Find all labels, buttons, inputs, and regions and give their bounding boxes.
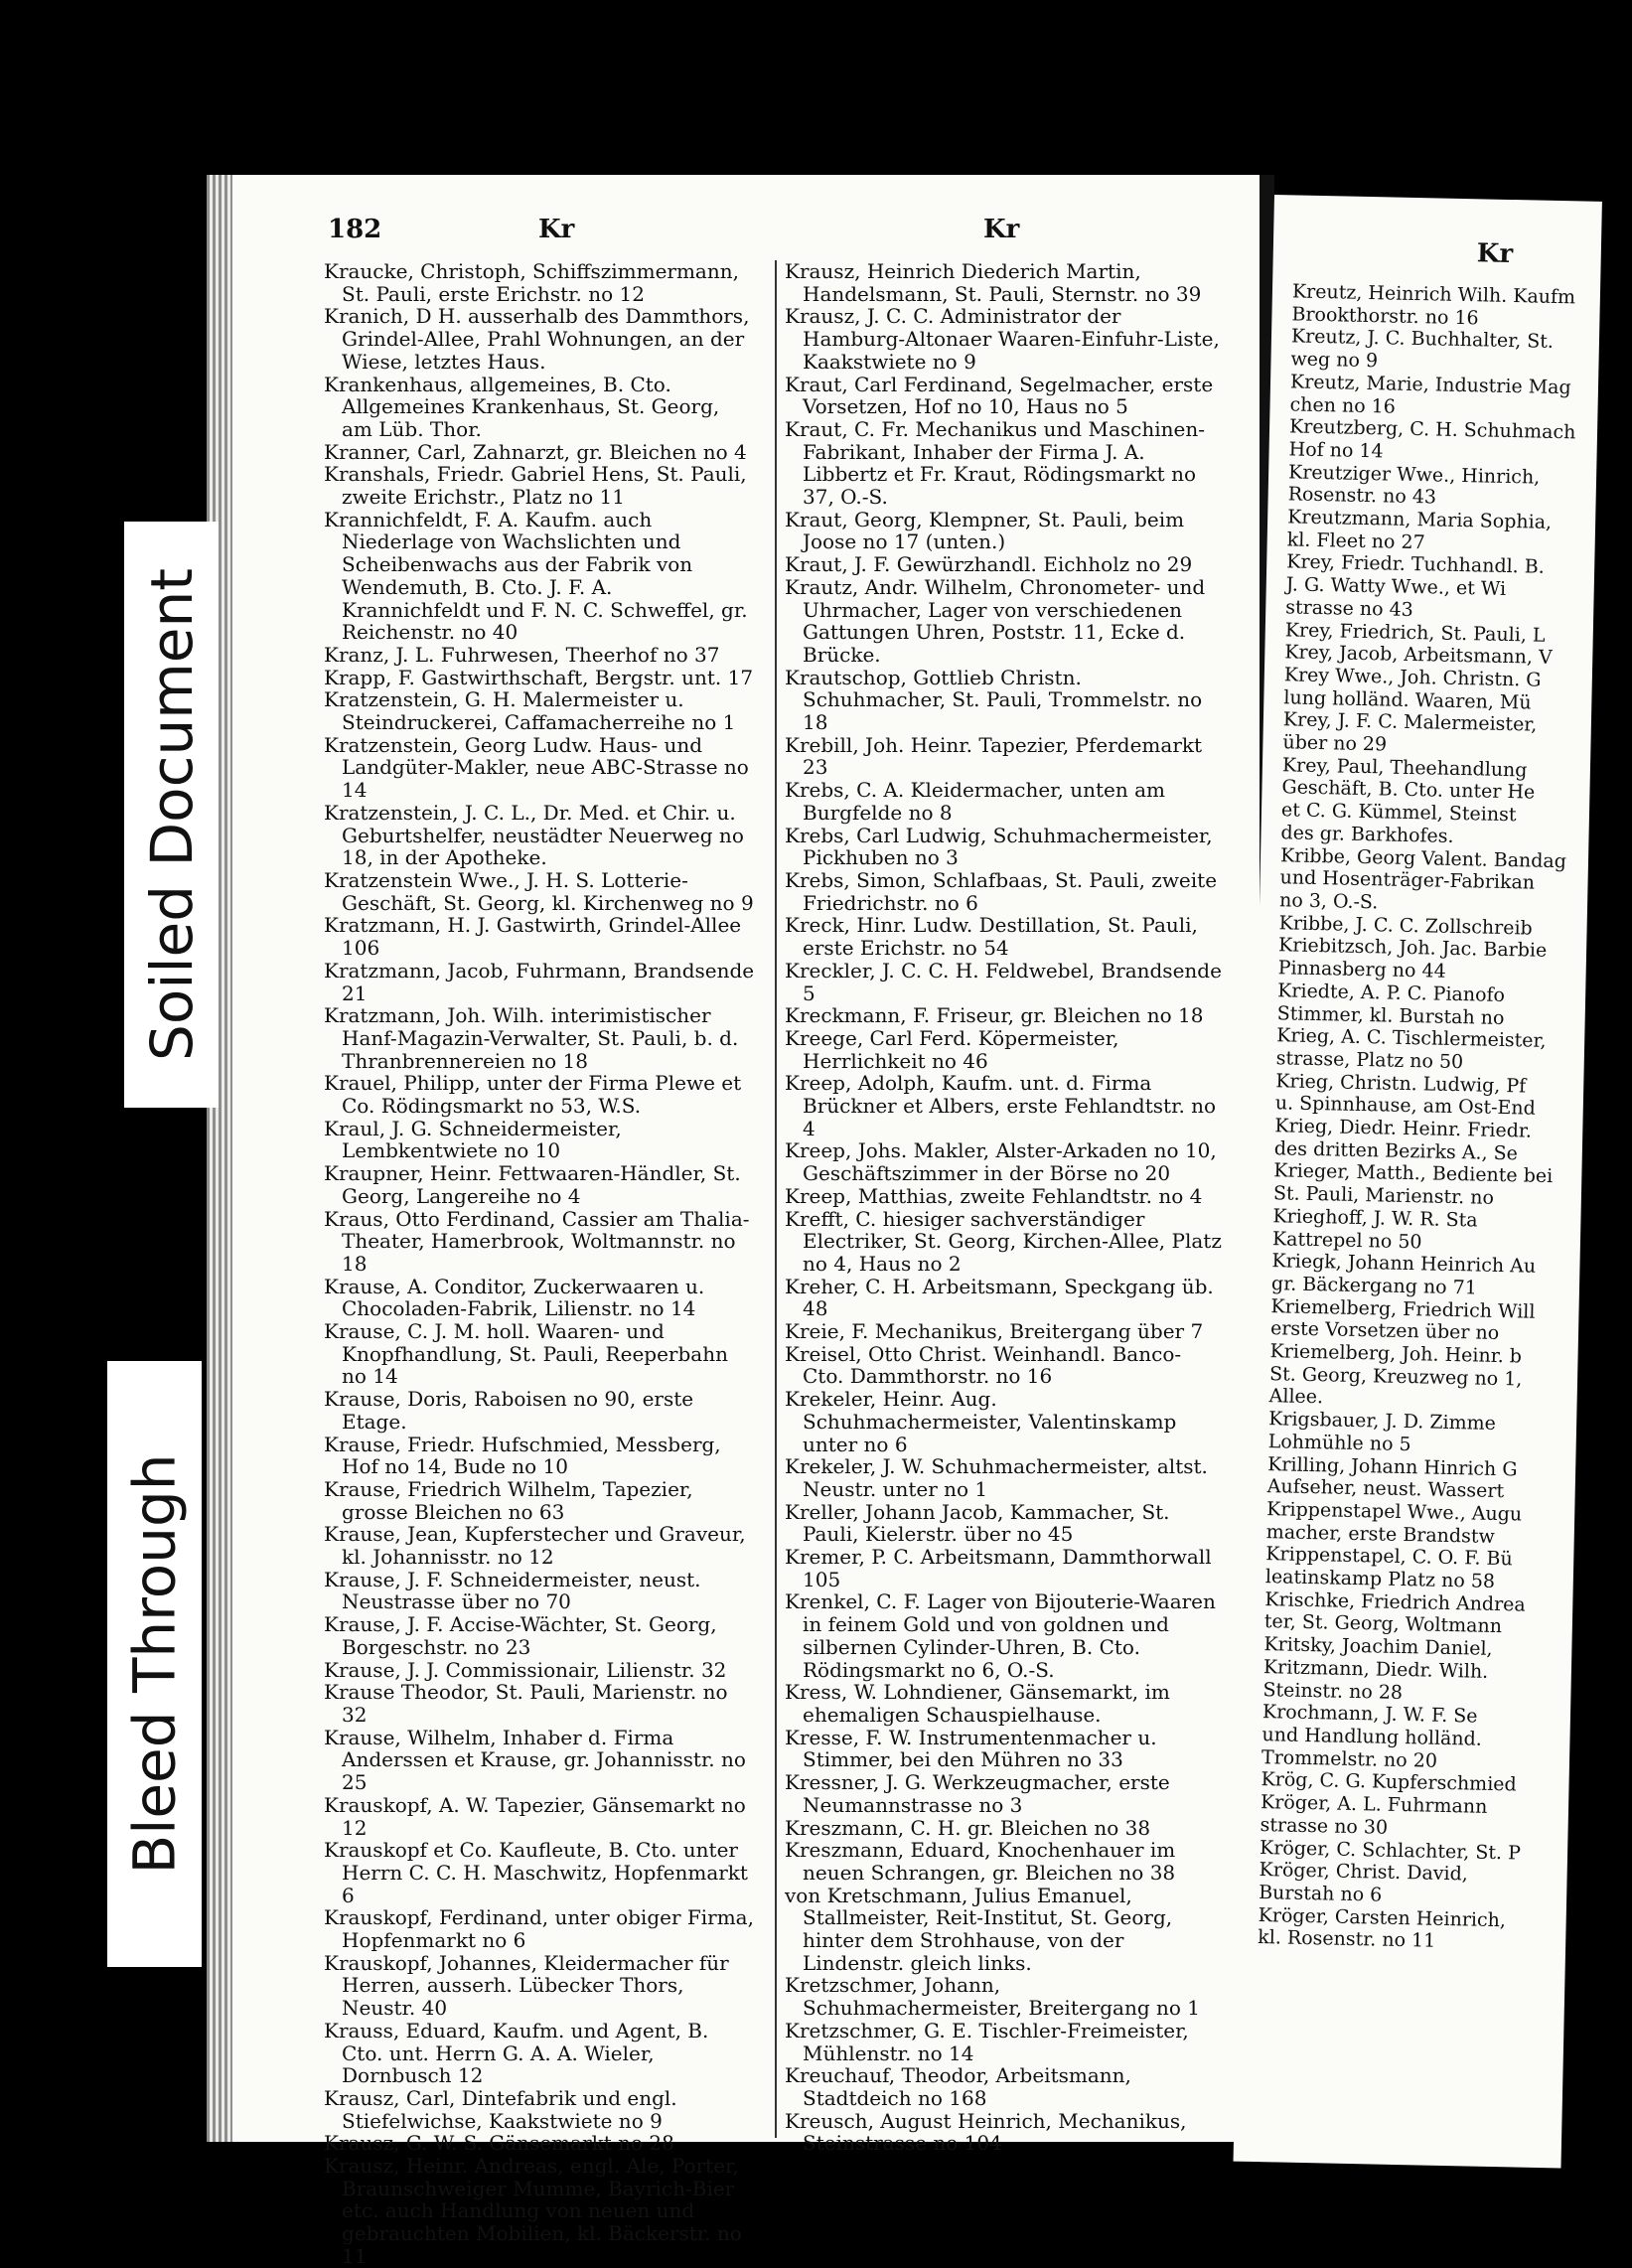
directory-entry: Krause, J. F. Schneidermeister, neust. Neustrasse über no 70 bbox=[324, 1567, 701, 1614]
directory-entry: Krey, Friedrich, St. Pauli, L bbox=[1284, 618, 1546, 647]
directory-entry: Kreszmann, Eduard, Knochenhauer im neuen Schrangen, gr. Bleichen no 38 bbox=[785, 1838, 1176, 1885]
page-number: 182 bbox=[328, 215, 382, 244]
directory-entry: des dritten Bezirks A., Se bbox=[1273, 1136, 1519, 1165]
directory-entry: Kreep, Adolph, Kaufm. unt. d. Firma Brückner et Albers, erste Fehlandtstr. no 4 bbox=[785, 1071, 1217, 1140]
directory-entry: Krauss, Eduard, Kaufm. und Agent, B. Cto. unt. Herrn G. A. A. Wieler, Dornbusch 12 bbox=[324, 2018, 709, 2088]
directory-entry: Krause, Friedr. Hufschmied, Messberg, Hof no 14, Bude no 10 bbox=[324, 1432, 721, 1479]
directory-entry: Krause, Friedrich Wilhelm, Tapezier, grosse Bleichen no 63 bbox=[324, 1476, 693, 1524]
directory-entry: Kreusch, August Heinrich, Mechanikus, Steinstrasse no 104 bbox=[785, 2108, 1187, 2156]
directory-entry: chen no 16 bbox=[1289, 392, 1397, 418]
column-divider bbox=[775, 260, 777, 2138]
directory-entry: ter, St. Georg, Woltmann bbox=[1263, 1610, 1503, 1638]
directory-entry: Krippenstapel, C. O. F. Bü bbox=[1265, 1543, 1513, 1571]
directory-entry: Kattrepel no 50 bbox=[1271, 1227, 1422, 1253]
directory-entry: Kraut, C. Fr. Mechanikus und Maschinen-Fabrikant, Inhaber der Firma J. A. Libbertz et Fr. Kraut, Rödingsmarkt no 37, O.-S. bbox=[785, 416, 1205, 510]
directory-entry: Kriemelberg, Joh. Heinr. b bbox=[1269, 1340, 1523, 1368]
directory-entry: Krausz, Heinr. Andreas, engl. Ale, Porter, Braunschweiger Mumme, Bayrich-Bier etc. auch Handlung von neuen und gebrauchten Mobilien, kl. Bäckerstr. no 11 bbox=[324, 2154, 742, 2268]
directory-entry: Krause, C. J. M. holl. Waaren- und Knopfhandlung, St. Pauli, Reeperbahn no 14 bbox=[324, 1319, 728, 1389]
directory-entry: Kreutzmann, Maria Sophia, bbox=[1286, 506, 1553, 533]
directory-entry: Krausz, Carl, Dintefabrik und engl. Stiefelwichse, Kaakstwiete no 9 bbox=[324, 2085, 677, 2133]
directory-entry: Kraupner, Heinr. Fettwaaren-Händler, St. Georg, Langereihe no 4 bbox=[324, 1161, 741, 1208]
directory-entry: des gr. Barkhofes. bbox=[1280, 822, 1454, 847]
directory-entry: Krause, J. J. Commissionair, Lilienstr. 32 bbox=[324, 1657, 727, 1682]
directory-entry: Stimmer, kl. Burstah no bbox=[1276, 1001, 1505, 1029]
directory-entry: Krause, Doris, Raboisen no 90, erste Etage. bbox=[324, 1387, 694, 1434]
directory-entry: Kressner, J. G. Werkzeugmacher, erste Neumannstrasse no 3 bbox=[785, 1770, 1170, 1817]
bleed-through-label bbox=[107, 1361, 202, 1967]
directory-entry: Krey, Jacob, Arbeitsmann, V bbox=[1284, 641, 1553, 670]
directory-entry: Kriemelberg, Friedrich Will bbox=[1270, 1294, 1536, 1323]
directory-entry: Kreutz, Marie, Industrie Mag bbox=[1289, 371, 1571, 399]
directory-entry: Kröger, Carsten Heinrich, bbox=[1258, 1903, 1507, 1931]
directory-entry: Krause, Wilhelm, Inhaber d. Firma Anderssen et Krause, gr. Johannisstr. no 25 bbox=[324, 1725, 746, 1795]
directory-column-b bbox=[785, 260, 1222, 2155]
directory-entry: Burstah no 6 bbox=[1258, 1881, 1383, 1906]
directory-entry: Krauskopf et Co. Kaufleute, B. Cto. unter Herrn C. C. H. Maschwitz, Hopfenmarkt 6 bbox=[324, 1838, 748, 1907]
directory-entry: Krause, Jean, Kupferstecher und Graveur, kl. Johannisstr. no 12 bbox=[324, 1522, 746, 1570]
directory-entry: Krebs, Carl Ludwig, Schuhmachermeister, Pickhuben no 3 bbox=[785, 823, 1213, 870]
directory-entry: kl. Rosenstr. no 11 bbox=[1258, 1926, 1436, 1953]
directory-entry: strasse no 43 bbox=[1285, 596, 1413, 621]
directory-entry: Kress, W. Lohndiener, Gänsemarkt, im ehemaligen Schauspielhause. bbox=[785, 1680, 1170, 1727]
directory-entry: Krey Wwe., Joh. Christn. G bbox=[1283, 664, 1542, 691]
directory-entry: Kritsky, Joachim Daniel, bbox=[1263, 1633, 1493, 1661]
directory-entry: Kratzmann, H. J. Gastwirth, Grindel-Allee 106 bbox=[324, 913, 742, 961]
directory-entry: strasse, Platz no 50 bbox=[1275, 1047, 1464, 1074]
directory-entry: Krause, J. F. Accise-Wächter, St. Georg, Borgeschstr. no 23 bbox=[324, 1612, 717, 1659]
directory-entry: Krieghoff, J. W. R. Sta bbox=[1272, 1205, 1478, 1232]
directory-entry: Kreutziger Wwe., Hinrich, bbox=[1287, 460, 1541, 489]
bleed-through-text: Bleed Through bbox=[120, 1453, 189, 1875]
directory-entry: Kreisel, Otto Christ. Weinhandl. Banco-Cto. Dammthorstr. no 16 bbox=[785, 1341, 1182, 1389]
directory-entry: und Hosenträger-Fabrikan bbox=[1279, 866, 1536, 894]
directory-entry: Krieg, A. C. Tischlermeister, bbox=[1276, 1024, 1547, 1053]
directory-entry: Kriegk, Johann Heinrich Au bbox=[1271, 1250, 1537, 1278]
right-page bbox=[1234, 195, 1602, 2168]
right-page-header: Kr bbox=[1476, 238, 1514, 270]
directory-entry: Kröger, Christ. David, bbox=[1259, 1859, 1469, 1886]
directory-entry: J. G. Watty Wwe., et Wi bbox=[1285, 573, 1507, 601]
directory-entry: Kranshals, Friedr. Gabriel Hens, St. Pauli, zweite Erichstr., Platz no 11 bbox=[324, 462, 747, 510]
directory-entry: Kreuchauf, Theodor, Arbeitsmann, Stadtdeich no 168 bbox=[785, 2063, 1131, 2110]
directory-entry: Hof no 14 bbox=[1288, 438, 1384, 463]
directory-entry: Kranich, D H. ausserhalb des Dammthors, Grindel-Allee, Prahl Wohnungen, an der Wiese, letztes Haus. bbox=[324, 304, 750, 374]
directory-entry: Kröger, A. L. Fuhrmann bbox=[1260, 1791, 1488, 1818]
directory-entry: Krefft, C. hiesiger sachverständiger Electriker, St. Georg, Kirchen-Allee, Platz no 4, Haus no 2 bbox=[785, 1206, 1222, 1276]
directory-entry: Krey, J. F. C. Malermeister, bbox=[1282, 708, 1538, 737]
directory-entry: Kreszmann, C. H. gr. Bleichen no 38 bbox=[785, 1815, 1151, 1840]
directory-entry: Kretzschmer, G. E. Tischler-Freimeister, Mühlenstr. no 14 bbox=[785, 2018, 1189, 2065]
directory-entry: Kreutz, J. C. Buchhalter, St. bbox=[1290, 325, 1555, 354]
directory-entry: Brookthorstr. no 16 bbox=[1291, 303, 1479, 330]
directory-entry: Kreege, Carl Ferd. Köpermeister, Herrlichkeit no 46 bbox=[785, 1025, 1119, 1073]
directory-entry: Steinstr. no 28 bbox=[1262, 1678, 1404, 1704]
directory-entry: Kraut, Carl Ferdinand, Segelmacher, erste Vorsetzen, Hof no 10, Haus no 5 bbox=[785, 372, 1214, 419]
directory-entry: et C. G. Kümmel, Steinst bbox=[1280, 799, 1517, 827]
directory-entry: Trommelstr. no 20 bbox=[1261, 1745, 1438, 1772]
directory-entry: Krautz, Andr. Wilhelm, Chronometer- und Uhrmacher, Lager von verschiedenen Gattungen Uhren, Poststr. 11, Ecke d. Brücke. bbox=[785, 574, 1206, 667]
directory-entry: Krausz, J. C. C. Administrator der Hamburg-Altonaer Waaren-Einfuhr-Liste, Kaakstwiete no 9 bbox=[785, 304, 1220, 374]
directory-entry: Kreutz, Heinrich Wilh. Kaufm bbox=[1291, 280, 1576, 309]
directory-entry: Kreller, Johann Jacob, Kammacher, St. Pauli, Kielerstr. über no 45 bbox=[785, 1499, 1170, 1547]
directory-entry: macher, erste Brandstw bbox=[1265, 1520, 1495, 1548]
directory-entry: Krause, A. Conditor, Zuckerwaaren u. Chocoladen-Fabrik, Lilienstr. no 14 bbox=[324, 1274, 705, 1321]
directory-entry: Kraul, J. G. Schneidermeister, Lembkentwiete no 10 bbox=[324, 1116, 622, 1163]
directory-entry: St. Pauli, Marienstr. no bbox=[1272, 1182, 1495, 1209]
directory-entry: Krankenhaus, allgemeines, B. Cto. Allgemeines Krankenhaus, St. Georg, am Lüb. Thor. bbox=[324, 372, 720, 441]
directory-entry: Krey, Friedr. Tuchhandl. B. bbox=[1286, 550, 1545, 579]
directory-entry: Krautschop, Gottlieb Christn. Schuhmacher, St. Pauli, Trommelstr. no 18 bbox=[785, 665, 1203, 735]
directory-entry: Kraus, Otto Ferdinand, Cassier am Thalia-Theater, Hamerbrook, Woltmannstr. no 18 bbox=[324, 1206, 750, 1276]
directory-entry: weg no 9 bbox=[1290, 348, 1379, 373]
directory-entry: Kratzenstein, G. H. Malermeister u. Steindruckerei, Caffamacherreihe no 1 bbox=[324, 687, 736, 735]
column-a-header: Kr bbox=[538, 215, 575, 244]
directory-entry: Kriebitzsch, Joh. Jac. Barbie bbox=[1277, 934, 1548, 963]
directory-entry: Krause Theodor, St. Pauli, Marienstr. no 32 bbox=[324, 1680, 728, 1727]
directory-entry: Krausz, Heinrich Diederich Martin, Handelsmann, St. Pauli, Sternstr. no 39 bbox=[785, 259, 1202, 306]
directory-entry: Kribbe, Georg Valent. Bandag bbox=[1279, 843, 1567, 872]
directory-entry: Kreck, Hinr. Ludw. Destillation, St. Pauli, erste Erichstr. no 54 bbox=[785, 913, 1198, 961]
directory-entry: Kreie, F. Mechanikus, Breitergang über 7 bbox=[785, 1319, 1204, 1344]
directory-entry: Kreckler, J. C. C. H. Feldwebel, Brandsende 5 bbox=[785, 958, 1222, 1005]
directory-entry: Krauskopf, Ferdinand, unter obiger Firma, Hopfenmarkt no 6 bbox=[324, 1905, 754, 1953]
directory-entry: Allee. bbox=[1268, 1385, 1324, 1409]
directory-entry: Krausz, G. W. S. Gänsemarkt no 28 bbox=[324, 2131, 674, 2156]
directory-entry: Kreutzberg, C. H. Schuhmach bbox=[1288, 415, 1576, 444]
directory-entry: Krischke, Friedrich Andrea bbox=[1264, 1588, 1526, 1616]
directory-entry: über no 29 bbox=[1282, 731, 1388, 756]
soiled-document-label bbox=[124, 522, 219, 1108]
directory-entry: u. Spinnhause, am Ost-End bbox=[1274, 1092, 1536, 1121]
directory-entry: Kröger, C. Schlachter, St. P bbox=[1259, 1836, 1522, 1865]
directory-entry: Kritzmann, Diedr. Wilh. bbox=[1262, 1655, 1489, 1683]
directory-entry: Geschäft, B. Cto. unter He bbox=[1281, 776, 1536, 805]
directory-entry: Krög, C. G. Kupferschmied bbox=[1261, 1768, 1517, 1796]
directory-entry: Krieg, Christn. Ludwig, Pf bbox=[1275, 1069, 1527, 1098]
directory-entry: Krochmann, J. W. F. Se bbox=[1261, 1701, 1478, 1728]
directory-entry: Krieger, Matth., Bediente bei bbox=[1273, 1159, 1554, 1188]
directory-entry: Kratzmann, Joh. Wilh. interimistischer Hanf-Magazin-Verwalter, St. Pauli, b. d. Thranbrennereien no 18 bbox=[324, 1003, 739, 1073]
directory-entry: Krebs, C. A. Kleidermacher, unten am Burgfelde no 8 bbox=[785, 778, 1165, 825]
directory-entry: Krippenstapel Wwe., Augu bbox=[1266, 1498, 1523, 1526]
directory-entry: Kreher, C. H. Arbeitsmann, Speckgang üb. 48 bbox=[785, 1274, 1214, 1321]
directory-entry: Krekeler, J. W. Schuhmachermeister, altst. Neustr. unter no 1 bbox=[785, 1454, 1208, 1501]
directory-column-a bbox=[324, 260, 756, 2268]
directory-entry: Krilling, Johann Hinrich G bbox=[1267, 1452, 1518, 1480]
directory-entry: Kratzenstein Wwe., J. H. S. Lotterie-Geschäft, St. Georg, kl. Kirchenweg no 9 bbox=[324, 867, 754, 915]
directory-entry: Kranner, Carl, Zahnarzt, gr. Bleichen no 4 bbox=[324, 439, 747, 464]
directory-entry: Kratzenstein, Georg Ludw. Haus- und Landgüter-Makler, neue ABC-Strasse no 14 bbox=[324, 732, 749, 803]
directory-entry: Kremer, P. C. Arbeitsmann, Dammthorwall 105 bbox=[785, 1545, 1212, 1591]
directory-entry: Rosenstr. no 43 bbox=[1287, 483, 1437, 509]
directory-entry: von Kretschmann, Julius Emanuel, Stallmeister, Reit-Institut, St. Georg, hinter dem Strohhause, von der Lindenstr. gleich links. bbox=[785, 1883, 1173, 1975]
directory-entry: und Handlung holländ. bbox=[1261, 1724, 1483, 1750]
directory-entry: no 3, O.-S. bbox=[1278, 889, 1379, 914]
directory-entry: strasse no 30 bbox=[1260, 1813, 1389, 1839]
directory-entry: Lohmühle no 5 bbox=[1267, 1431, 1411, 1456]
directory-entry: Krauel, Philipp, unter der Firma Plewe et Co. Rödingsmarkt no 53, W.S. bbox=[324, 1071, 742, 1119]
directory-entry: Kreep, Johs. Makler, Alster-Arkaden no 10, Geschäftszimmer in der Börse no 20 bbox=[785, 1138, 1217, 1186]
column-b-header: Kr bbox=[983, 215, 1020, 244]
directory-entry: Krekeler, Heinr. Aug. Schuhmachermeister, Valentinskamp unter no 6 bbox=[785, 1387, 1177, 1456]
directory-entry: Kranz, J. L. Fuhrwesen, Theerhof no 37 bbox=[324, 642, 720, 667]
directory-entry: Kretzschmer, Johann, Schuhmachermeister, Breitergang no 1 bbox=[785, 1973, 1201, 2021]
directory-entry: Krapp, F. Gastwirthschaft, Bergstr. unt. 17 bbox=[324, 665, 754, 689]
directory-entry: Kriedte, A. P. C. Pianofo bbox=[1276, 980, 1506, 1006]
directory-entry: Kratzmann, Jacob, Fuhrmann, Brandsende 21 bbox=[324, 958, 755, 1005]
directory-entry: kl. Fleet no 27 bbox=[1286, 529, 1425, 553]
directory-entry: St. Georg, Kreuzweg no 1, bbox=[1268, 1362, 1523, 1391]
directory-entry: Krannichfeldt, F. A. Kaufm. auch Niederlage von Wachslichten und Scheibenwachs aus der Fabrik von Wendemuth, B. Cto. J. F. A. Krannichfeldt und F. N. C. Schweffel, gr. Reichenstr. no 40 bbox=[324, 507, 748, 645]
directory-entry: Kresse, F. W. Instrumentenmacher u. Stimmer, bei den Mühren no 33 bbox=[785, 1725, 1157, 1772]
left-page bbox=[207, 175, 1260, 2268]
directory-entry: Krigsbauer, J. D. Zimme bbox=[1267, 1408, 1497, 1436]
directory-entry: Pinnasberg no 44 bbox=[1277, 957, 1446, 983]
directory-entry: erste Vorsetzen über no bbox=[1269, 1317, 1500, 1345]
directory-entry: Kraucke, Christoph, Schiffszimmermann, St. Pauli, erste Erichstr. no 12 bbox=[324, 259, 739, 306]
directory-entry: Krauskopf, A. W. Tapezier, Gänsemarkt no 12 bbox=[324, 1792, 746, 1840]
directory-entry: Krebs, Simon, Schlafbaas, St. Pauli, zweite Friedrichstr. no 6 bbox=[785, 867, 1218, 915]
directory-entry: Aufseher, neust. Wassert bbox=[1266, 1475, 1505, 1503]
directory-entry: Krauskopf, Johannes, Kleidermacher für Herren, ausserh. Lübecker Thors, Neustr. 40 bbox=[324, 1950, 729, 2021]
directory-entry: Kratzenstein, J. C. L., Dr. Med. et Chir. u. Geburtshelfer, neustädter Neuerweg no 18, in der Apotheke. bbox=[324, 800, 744, 870]
directory-entry: Kribbe, J. C. C. Zollschreib bbox=[1278, 911, 1533, 940]
directory-column-right bbox=[1258, 280, 1630, 1956]
directory-entry: Krebill, Joh. Heinr. Tapezier, Pferdemarkt 23 bbox=[785, 732, 1203, 780]
directory-entry: Kreckmann, F. Friseur, gr. Bleichen no 18 bbox=[785, 1003, 1204, 1028]
soiled-document-text: Soiled Document bbox=[137, 568, 206, 1061]
directory-entry: leatinskamp Platz no 58 bbox=[1264, 1566, 1496, 1593]
directory-entry: gr. Bäckergang no 71 bbox=[1270, 1273, 1478, 1299]
directory-entry: lung holländ. Waaren, Mü bbox=[1283, 685, 1532, 714]
directory-entry: Kraut, J. F. Gewürzhandl. Eichholz no 29 bbox=[785, 552, 1193, 577]
directory-entry: Kraut, Georg, Klempner, St. Pauli, beim Joose no 17 (unten.) bbox=[785, 507, 1185, 554]
directory-entry: Kreep, Matthias, zweite Fehlandtstr. no 4 bbox=[785, 1183, 1203, 1208]
directory-entry: Krieg, Diedr. Heinr. Friedr. bbox=[1274, 1115, 1533, 1142]
directory-entry: Krenkel, C. F. Lager von Bijouterie-Waaren in feinem Gold und von goldnen und silbernen Cylinder-Uhren, B. Cto. Rödingsmarkt no 6, O.-S. bbox=[785, 1589, 1216, 1682]
directory-entry: Krey, Paul, Theehandlung bbox=[1281, 754, 1528, 782]
